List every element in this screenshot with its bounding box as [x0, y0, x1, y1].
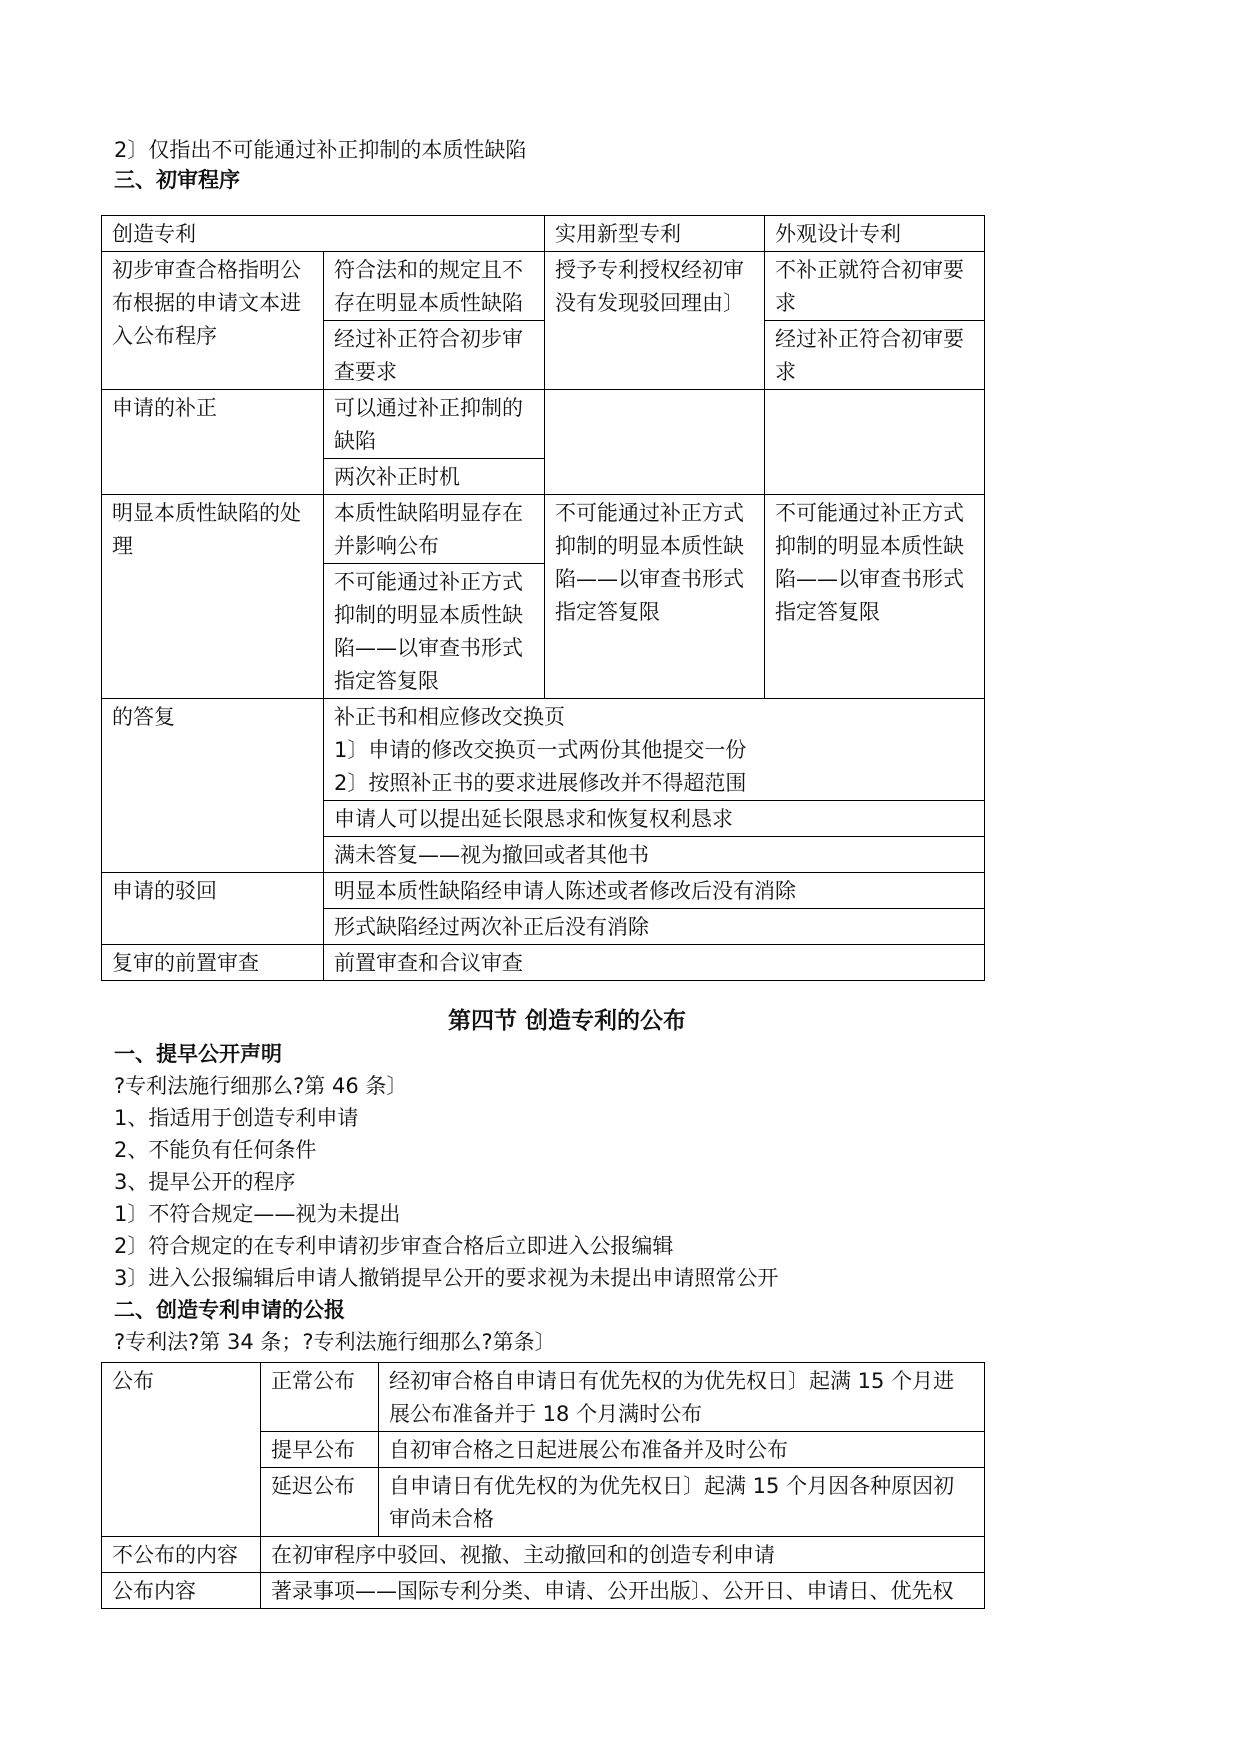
table-cell: 明显本质性缺陷的处理: [102, 495, 324, 699]
cell-line: 1〕申请的修改交换页一式两份其他提交一份: [334, 738, 747, 762]
table-cell: 提早公布: [261, 1432, 379, 1468]
table-cell: 形式缺陷经过两次补正后没有消除: [324, 909, 985, 945]
table-cell: 复审的前置审查: [102, 945, 324, 981]
header-utility-model: 实用新型专利: [545, 216, 765, 252]
table-cell: 自申请日有优先权的为优先权日〕起满 15 个月因各种原因初审尚未合格: [379, 1468, 985, 1537]
table-cell: [324, 699, 985, 801]
table-cell: 正常公布: [261, 1363, 379, 1432]
table-cell: 申请人可以提出延长限恳求和恢复权利恳求: [324, 801, 985, 837]
header-invention-patent: 创造专利: [102, 216, 545, 252]
table-cell: 经过补正符合初审要求: [765, 321, 985, 390]
table-cell: 不可能通过补正方式抑制的明显本质性缺陷——以审查书形式指定答复限: [765, 495, 985, 699]
publication-table: [101, 1362, 985, 1609]
text-line: ?专利法?第 34 条；?专利法施行细那么?第条〕: [114, 1330, 556, 1354]
table-cell: 的答复: [102, 699, 324, 873]
table-cell: 自初审合格之日起进展公布准备并及时公布: [379, 1432, 985, 1468]
text-line: 3〕进入公报编辑后申请人撤销提早公开的要求视为未提出申请照常公开: [114, 1266, 779, 1290]
table-cell: 著录事项——国际专利分类、申请、公开出版〕、公开日、申请日、优先权: [261, 1573, 985, 1609]
table-cell: 不可能通过补正方式抑制的明显本质性缺陷——以审查书形式指定答复限: [324, 564, 545, 699]
text-line: 1〕不符合规定——视为未提出: [114, 1202, 401, 1226]
section-title: 第四节 创造专利的公布: [447, 1008, 686, 1034]
text-line: 2〕符合规定的在专利申请初步审查合格后立即进入公报编辑: [114, 1234, 674, 1258]
table-cell: 授予专利授权经初审没有发现驳回理由〕: [545, 252, 765, 390]
cell-line: 2〕按照补正书的要求进展修改并不得超范围: [334, 771, 747, 795]
table-cell: 前置审查和合议审查: [324, 945, 985, 981]
table-cell: 两次补正时机: [324, 459, 545, 495]
table-cell: 符合法和的规定且不存在明显本质性缺陷: [324, 252, 545, 321]
table-cell: 不公布的内容: [102, 1537, 261, 1573]
table-cell: [545, 390, 765, 495]
table-cell: [765, 390, 985, 495]
table-cell: 可以通过补正抑制的缺陷: [324, 390, 545, 459]
table-cell: 申请的补正: [102, 390, 324, 495]
section-heading: 二、创造专利申请的公报: [114, 1298, 345, 1322]
table-cell: 在初审程序中驳回、视撤、主动撤回和的创造专利申请: [261, 1537, 985, 1573]
table-cell: 本质性缺陷明显存在并影响公布: [324, 495, 545, 564]
text-line: 1、指适用于创造专利申请: [114, 1106, 359, 1130]
table-cell: 经初审合格自申请日有优先权的为优先权日〕起满 15 个月进展公布准备并于 18 个月满时公布: [379, 1363, 985, 1432]
text-line: 2、不能负有任何条件: [114, 1138, 317, 1162]
text-line: 3、提早公开的程序: [114, 1170, 296, 1194]
table-cell: 公布内容: [102, 1573, 261, 1609]
table-cell: 经过补正符合初步审查要求: [324, 321, 545, 390]
table-cell: 申请的驳回: [102, 873, 324, 945]
cell-line: 补正书和相应修改交换页: [334, 705, 565, 729]
table-cell: 满未答复——视为撤回或者其他书: [324, 837, 985, 873]
table-cell: 明显本质性缺陷经申请人陈述或者修改后没有消除: [324, 873, 985, 909]
table-cell: 延迟公布: [261, 1468, 379, 1537]
section-heading: 三、初审程序: [114, 168, 240, 192]
table-cell: 公布: [102, 1363, 261, 1537]
section-heading: 一、提早公开声明: [114, 1042, 282, 1066]
table-cell: 不补正就符合初审要求: [765, 252, 985, 321]
text-line: 2〕仅指出不可能通过补正抑制的本质性缺陷: [114, 138, 527, 162]
header-design-patent: 外观设计专利: [765, 216, 985, 252]
table-cell: 不可能通过补正方式抑制的明显本质性缺陷——以审查书形式指定答复限: [545, 495, 765, 699]
preliminary-exam-table: [101, 215, 985, 981]
table-cell: 初步审查合格指明公布根据的申请文本进入公布程序: [102, 252, 324, 390]
text-line: ?专利法施行细那么?第 46 条〕: [114, 1074, 408, 1098]
